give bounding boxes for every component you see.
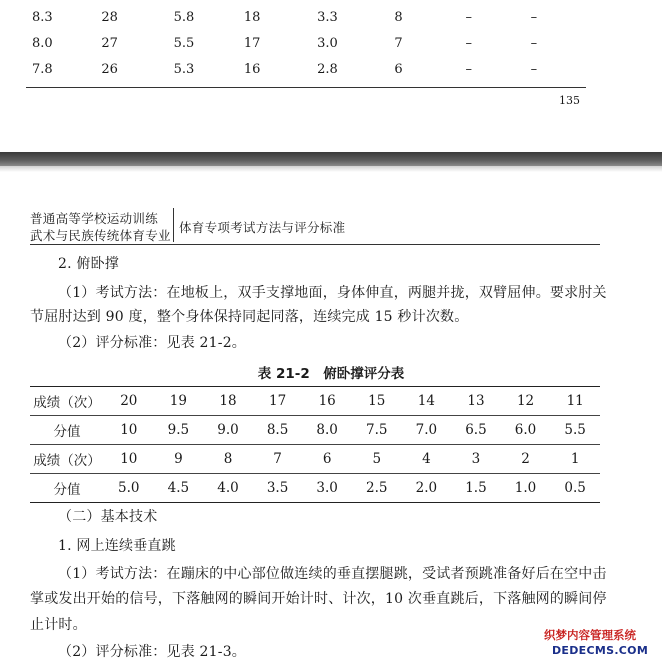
running-header-line1: 普通高等学校运动训练 bbox=[30, 211, 159, 226]
table-cell: 5.0 bbox=[104, 474, 154, 503]
table-cell: 5.5 bbox=[550, 416, 600, 445]
table-row bbox=[26, 30, 586, 56]
table-cell: 16 bbox=[302, 387, 352, 416]
table-cell: 6.5 bbox=[451, 416, 501, 445]
row-label: 分值 bbox=[30, 474, 104, 503]
method2-paragraph-line1: （1）考试方法：在蹦床的中心部位做连续的垂直摆腿跳，受试者预跳准备好后在空中击 bbox=[58, 566, 607, 582]
table-row bbox=[30, 445, 600, 474]
table-cell: 6 bbox=[302, 445, 352, 474]
table-cell: 7 bbox=[253, 445, 303, 474]
table-cell: 4.0 bbox=[203, 474, 253, 503]
table-cell: 9.0 bbox=[203, 416, 253, 445]
table-caption: 表 21-2 俯卧撑评分表 bbox=[257, 366, 405, 382]
table-cell: – bbox=[465, 35, 472, 51]
table-cell: 6.0 bbox=[501, 416, 551, 445]
table-row bbox=[26, 4, 586, 30]
table-cell: 6 bbox=[394, 61, 403, 77]
table-cell: 17 bbox=[253, 387, 303, 416]
table-cell: 3.5 bbox=[253, 474, 303, 503]
table-cell: 28 bbox=[101, 9, 118, 25]
previous-page-table bbox=[26, 4, 586, 82]
row-label: 成绩（次） bbox=[30, 387, 104, 416]
subsection-heading: （二）基本技术 bbox=[58, 509, 158, 525]
table-cell: – bbox=[530, 35, 538, 51]
table-cell: 3 bbox=[451, 445, 501, 474]
table-cell: 4 bbox=[402, 445, 452, 474]
table-cell: 11 bbox=[550, 387, 600, 416]
table-row bbox=[30, 387, 600, 416]
item-heading: 1. 网上连续垂直跳 bbox=[58, 538, 176, 554]
table-row bbox=[30, 416, 600, 445]
table-cell: 13 bbox=[451, 387, 501, 416]
table-cell: 18 bbox=[243, 9, 261, 25]
table-cell: 8.0 bbox=[302, 416, 352, 445]
table-cell: 8.0 bbox=[32, 35, 53, 51]
table-cell: 3.0 bbox=[302, 474, 352, 503]
row-label: 分值 bbox=[30, 416, 104, 445]
row-label: 成绩（次） bbox=[30, 445, 104, 474]
running-header-left bbox=[30, 210, 171, 244]
table-cell: 8 bbox=[203, 445, 253, 474]
page-separator-shadow bbox=[0, 166, 662, 172]
table-cell: 15 bbox=[352, 387, 402, 416]
table-bottom-rule bbox=[26, 87, 586, 88]
table-cell: 7.8 bbox=[32, 61, 53, 77]
method-paragraph-line1: （1）考试方法：在地板上，双手支撑地面，身体伸直，两腿并拢，双臂屈伸。要求肘关 bbox=[58, 285, 607, 301]
table-cell: 0.5 bbox=[550, 474, 600, 503]
table-cell: 14 bbox=[402, 387, 452, 416]
running-header-divider bbox=[173, 208, 174, 242]
table-cell: – bbox=[465, 9, 472, 25]
table-cell: 2.0 bbox=[402, 474, 452, 503]
watermark-text: 织梦内容管理系统 bbox=[544, 628, 636, 642]
table-cell: – bbox=[530, 9, 538, 25]
table-cell: 19 bbox=[154, 387, 204, 416]
standard2-paragraph: （2）评分标准：见表 21-3。 bbox=[58, 644, 247, 660]
standard-paragraph: （2）评分标准：见表 21-2。 bbox=[58, 335, 247, 351]
table-cell: 1.0 bbox=[501, 474, 551, 503]
table-cell: 20 bbox=[104, 387, 154, 416]
table-cell: 7 bbox=[394, 35, 403, 51]
table-row bbox=[26, 56, 586, 82]
table-cell: 8.5 bbox=[253, 416, 303, 445]
table-cell: 18 bbox=[203, 387, 253, 416]
table-cell: 17 bbox=[243, 35, 261, 51]
table-cell: 5.5 bbox=[173, 35, 195, 51]
page-number: 135 bbox=[559, 94, 580, 107]
table-cell: 3.0 bbox=[317, 35, 338, 51]
table-cell: 7.5 bbox=[352, 416, 402, 445]
table-cell: 8 bbox=[394, 9, 403, 25]
table-cell: 2.5 bbox=[352, 474, 402, 503]
table-cell: 1.5 bbox=[451, 474, 501, 503]
table-cell: 7.0 bbox=[402, 416, 452, 445]
table-cell: 10 bbox=[104, 416, 154, 445]
pushup-score-table bbox=[30, 386, 600, 503]
page-separator bbox=[0, 152, 662, 166]
table-row bbox=[30, 474, 600, 503]
running-header-title: 体育专项考试方法与评分标准 bbox=[179, 220, 346, 235]
table-cell: 2 bbox=[501, 445, 551, 474]
table-cell: – bbox=[465, 61, 472, 77]
table-cell: 8.3 bbox=[32, 9, 53, 25]
table-cell: 2.8 bbox=[317, 61, 338, 77]
table-cell: 5 bbox=[352, 445, 402, 474]
table-cell: 27 bbox=[101, 35, 118, 51]
section-heading: 2. 俯卧撑 bbox=[58, 256, 120, 272]
table-cell: 26 bbox=[101, 61, 118, 77]
table-cell: 1 bbox=[550, 445, 600, 474]
table-cell: 4.5 bbox=[154, 474, 204, 503]
table-cell: 5.3 bbox=[173, 61, 195, 77]
method2-paragraph-line3: 止计时。 bbox=[30, 617, 87, 633]
table-cell: 16 bbox=[243, 61, 261, 77]
table-cell: 12 bbox=[501, 387, 551, 416]
table-cell: 9 bbox=[154, 445, 204, 474]
table-cell: 5.8 bbox=[173, 9, 195, 25]
running-header-rule bbox=[30, 244, 600, 245]
running-header-line2: 武术与民族传统体育专业 bbox=[30, 228, 171, 243]
table-cell: 10 bbox=[104, 445, 154, 474]
watermark-domain: DEDECMS.COM bbox=[552, 644, 649, 657]
table-cell: 9.5 bbox=[154, 416, 204, 445]
table-cell: 3.3 bbox=[317, 9, 338, 25]
table-cell: – bbox=[530, 61, 538, 77]
method-paragraph-line2: 节屈肘达到 90 度，整个身体保持同起同落，连续完成 15 秒计次数。 bbox=[30, 309, 469, 325]
method2-paragraph-line2: 掌或发出开始的信号，下落触网的瞬间开始计时、计次，10 次垂直跳后，下落触网的瞬间停 bbox=[30, 591, 607, 607]
